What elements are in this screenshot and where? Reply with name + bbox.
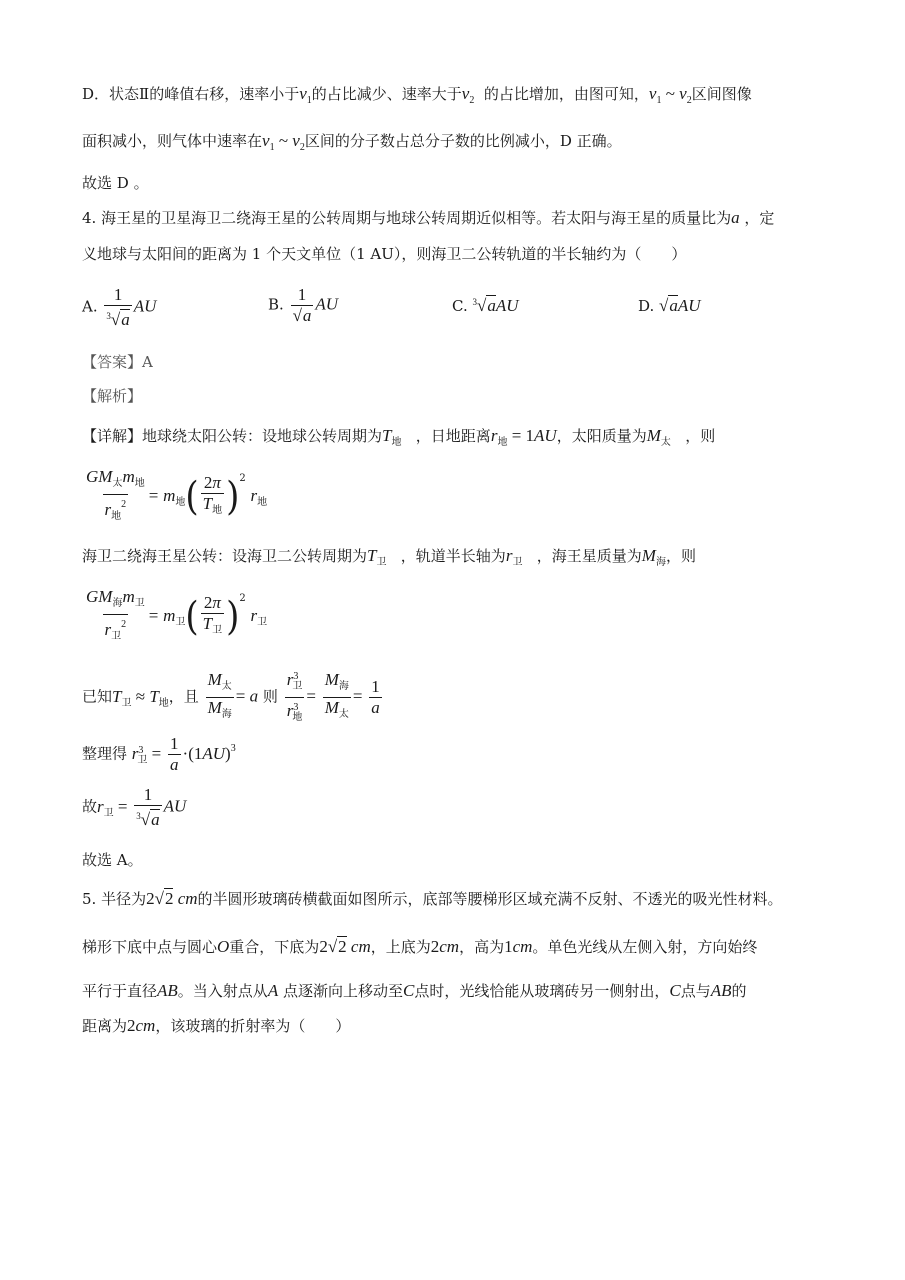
q4-known-relation: 已知$T_卫 \approx T_地$，且 $\frac{M_太}{M_海}$ = a 则 $\frac{r^3_卫}{r^3_地}$ = $\frac{M_海}{M_太}$ = $\frac{1}{a}$: [82, 668, 384, 716]
q3-option-d-line1: D．状态Ⅱ的峰值右移，速率小于$v_1$的占比减少、速率大于$v_2$ 的占比增加，由图可知，$v_1$ ~ $v_2$区间图像: [82, 84, 752, 106]
q4-option-c[interactable]: C. $^3$√aAU: [452, 296, 519, 315]
q4-detail-line1: 【详解】地球绕太阳公转：设地球公转周期为$T_地$ ，日地距离$r_地 = 1AU$，太阳质量为$M_太$ ，则: [82, 426, 716, 448]
q3-option-d-line2: 面积减小，则气体中速率在$v_1$ ~ $v_2$区间的分子数占总分子数的比例减小，D 正确。: [82, 131, 622, 153]
q4-detail-line2: 海卫二绕海王星公转：设海卫二公转周期为$T_卫$ ，轨道半长轴为$r_卫$ ，海王星质量为$M_海$，则: [82, 546, 696, 568]
q4-stem-line1: 4. 海王星的卫星海卫二绕海王星的公转周期与地球公转周期近似相等。若太阳与海王星的质量比为a ，定: [82, 208, 775, 227]
q5-stem-line3: 平行于直径AB。当入射点从A 点逐渐向上移动至C点时，光线恰能从玻璃砖另一侧射出，C点与AB的: [82, 981, 747, 1000]
q5-stem-line4: 距离为2cm，该玻璃的折射率为（ ）: [82, 1016, 351, 1035]
q4-result: 故$r_卫$ = $\frac{1}{^3√a}$ AU: [82, 785, 187, 829]
q4-conclusion: 故选 A。: [82, 851, 143, 869]
q4-stem-line2: 义地球与太阳间的距离为 1 个天文单位（1 AU），则海卫二公转轨道的半长轴约为（ ）: [82, 245, 687, 263]
q4-option-a[interactable]: A. $\frac{1}{^3√a}$ AU: [82, 285, 157, 329]
q4-option-b[interactable]: B. $\frac{1}{√a}$ AU: [268, 285, 339, 325]
q4-equation-earth: $\frac{GM_太m_地}{r_地^2}$ = $m_地$( $\frac{2\pi}{T_地}$ )$^2$ $r_地$: [82, 468, 267, 528]
q5-stem-line1: 5. 半径为2√2 cm的半圆形玻璃砖横截面如图所示，底部等腰梯形区域充满不反射、不透光的吸光性材料。: [82, 889, 783, 908]
q4-organize: 整理得 $r^3_卫$ = $\frac{1}{a}$ $\cdot(1AU)^3$: [82, 734, 236, 774]
q4-analysis-tag: 【解析】: [82, 387, 143, 405]
q4-equation-satellite: $\frac{GM_海m_卫}{r_卫^2}$ = $m_卫$( $\frac{2\pi}{T_卫}$ )$^2$ $r_卫$: [82, 588, 267, 648]
q4-option-d[interactable]: D. √aAU: [638, 296, 701, 315]
q4-answer: 【答案】A: [82, 353, 153, 371]
q3-answer-choice: 故选 D 。: [82, 174, 149, 192]
q5-stem-line2: 梯形下底中点与圆心O重合，下底为2√2 cm，上底为2cm，高为1cm。单色光线从左侧入射，方向始终: [82, 937, 758, 956]
